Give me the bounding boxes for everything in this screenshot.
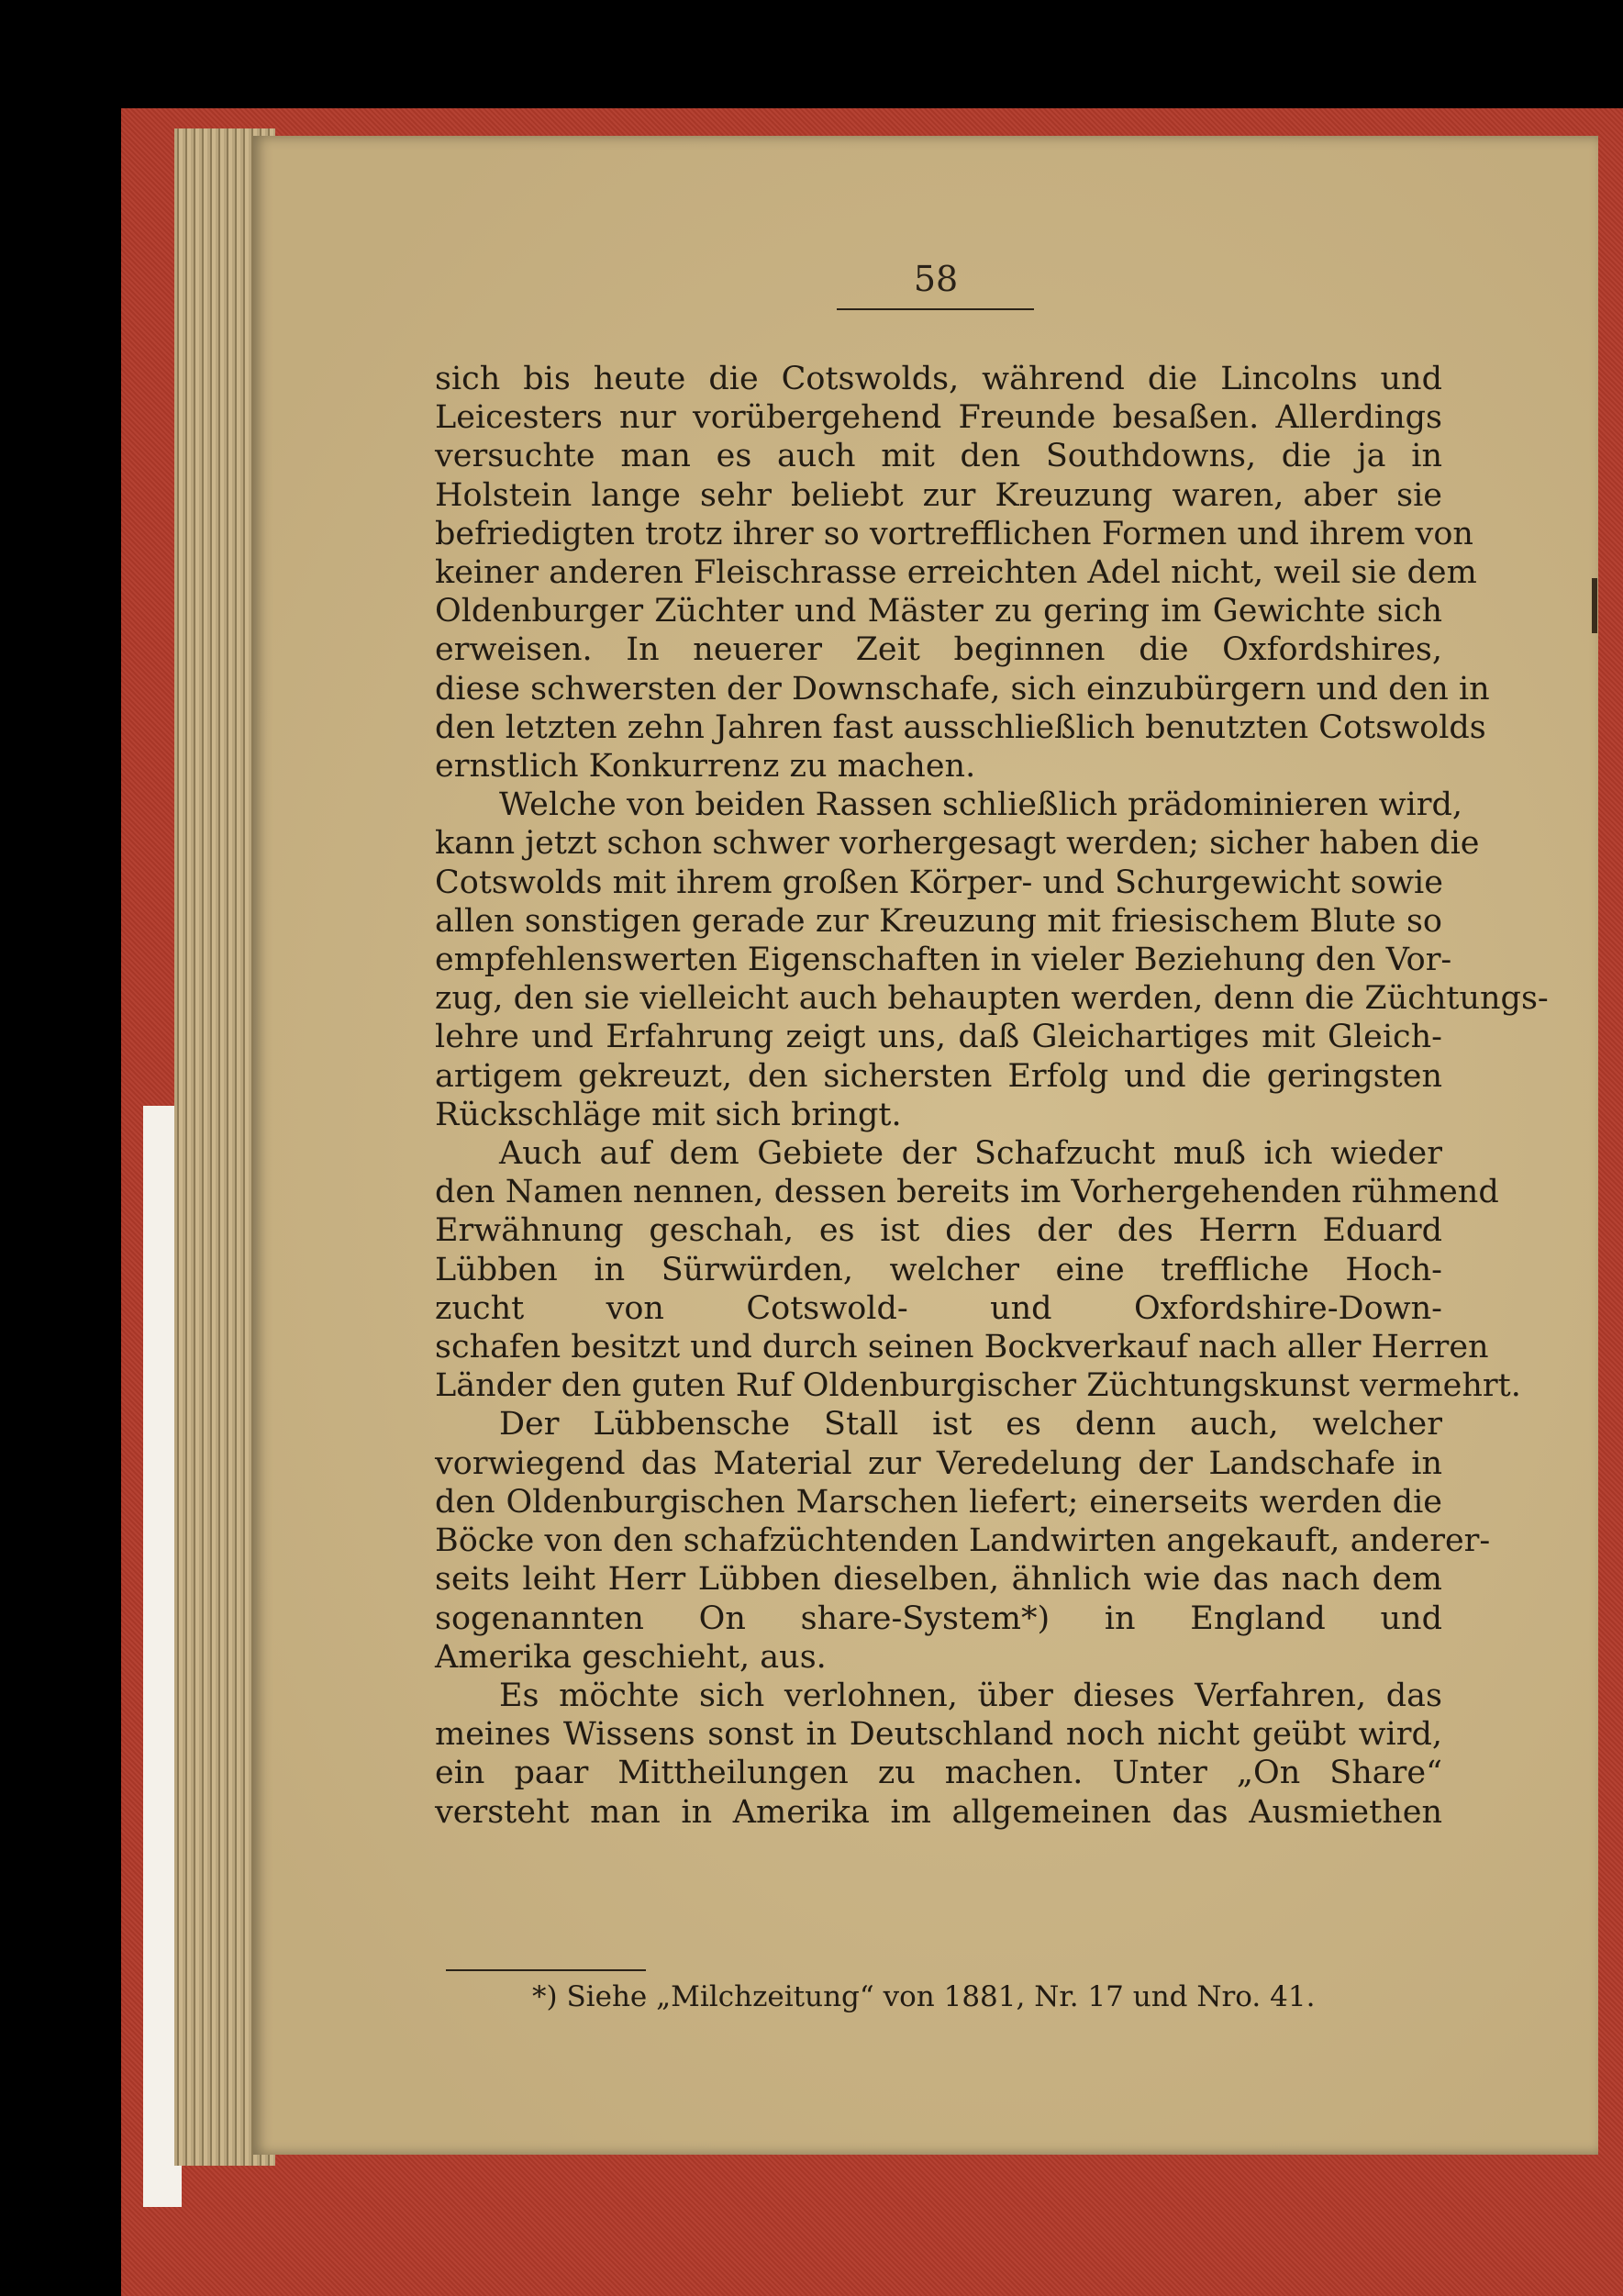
text-line: zug, den sie vielleicht auch behaupten werden, denn die Züchtungs- [435, 980, 1549, 1018]
text-line: Leicesters nur vorübergehend Freunde besaßen. Allerdings [435, 399, 1442, 437]
footnote-rule [446, 1969, 646, 1971]
text-line: versuchte man es auch mit den Southdowns, die ja in [435, 438, 1442, 475]
text-line: befriedigten trotz ihrer so vortrefflichen Formen und ihrem von [435, 515, 1473, 552]
text-line: Lübben in Sürwürden, welcher eine treffliche Hoch- [435, 1251, 1442, 1288]
body-text [435, 360, 1549, 1832]
text-line: Auch auf dem Gebiete der Schafzucht muß ich wieder [499, 1135, 1442, 1173]
text-line: sich bis heute die Cotswolds, während die Lincolns und [435, 361, 1442, 397]
text-line: Länder den guten Ruf Oldenburgischer Züchtungskunst vermehrt. [435, 1367, 1521, 1405]
text-line: versteht man in Amerika im allgemeinen das Ausmiethen [435, 1793, 1442, 1831]
page-number: 58 [913, 259, 959, 299]
text-line: zucht von Cotswold- und Oxfordshire-Down- [435, 1289, 1442, 1327]
text-line: den Namen nennen, dessen bereits im Vorhergehenden rühmend [435, 1174, 1499, 1211]
text-line: meines Wissens sonst in Deutschland noch nicht geübt wird, [435, 1716, 1442, 1754]
text-line: seits leiht Herr Lübben dieselben, ähnlich wie das nach dem [435, 1561, 1442, 1599]
text-line: sogenannten On share-System*) in England und [435, 1599, 1442, 1637]
footnote: *) Siehe „Milchzeitung“ von 1881, Nr. 17 und Nro. 41. [532, 1980, 1316, 2013]
text-line: Welche von beiden Rassen schließlich prädominieren wird, [499, 786, 1463, 824]
text-line: ein paar Mittheilungen zu machen. Unter „On Share“ [435, 1755, 1442, 1792]
text-line: Oldenburger Züchter und Mäster zu gering im Gewichte sich [435, 593, 1442, 630]
text-line: Böcke von den schafzüchtenden Landwirten angekauft, anderer- [435, 1522, 1491, 1560]
text-line: empfehlenswerten Eigenschaften in vieler Beziehung den Vor- [435, 942, 1452, 979]
text-line: Holstein lange sehr beliebt zur Kreuzung waren, aber sie [435, 476, 1442, 514]
gutter-mark [1592, 578, 1597, 633]
text-line: ernstlich Konkurrenz zu machen. [435, 748, 976, 786]
text-line: vorwiegend das Material zur Veredelung der Landschafe in [435, 1444, 1442, 1482]
text-line: schafen besitzt und durch seinen Bockverkauf nach aller Herren [435, 1329, 1489, 1366]
text-line: lehre und Erfahrung zeigt uns, daß Gleichartiges mit Gleich- [435, 1019, 1442, 1056]
text-line: Rückschläge mit sich bringt. [435, 1096, 902, 1133]
text-line: kann jetzt schon schwer vorhergesagt werden; sicher haben die [435, 825, 1480, 863]
text-line: Erwähnung geschah, es ist dies der des Herrn Eduard [435, 1212, 1442, 1250]
text-line: diese schwersten der Downschafe, sich einzubürgern und den in [435, 670, 1490, 708]
text-line: keiner anderen Fleischrasse erreichten Adel nicht, weil sie dem [435, 554, 1477, 592]
text-line: Es möchte sich verlohnen, über dieses Verfahren, das [499, 1677, 1442, 1714]
text-line: artigem gekreuzt, den sichersten Erfolg und die geringsten [435, 1057, 1442, 1095]
text-line: Amerika geschieht, aus. [435, 1638, 827, 1676]
text-line: Cotswolds mit ihrem großen Körper- und Schurgewicht sowie [435, 864, 1443, 901]
header-rule [837, 308, 1034, 310]
text-line: den Oldenburgischen Marschen liefert; einerseits werden die [435, 1483, 1442, 1521]
text-line: erweisen. In neuerer Zeit beginnen die Oxfordshires, [435, 631, 1442, 669]
text-line: allen sonstigen gerade zur Kreuzung mit friesischem Blute so [435, 902, 1442, 940]
text-line: den letzten zehn Jahren fast ausschließlich benutzten Cotswolds [435, 708, 1486, 746]
text-line: Der Lübbensche Stall ist es denn auch, welcher [499, 1406, 1442, 1443]
